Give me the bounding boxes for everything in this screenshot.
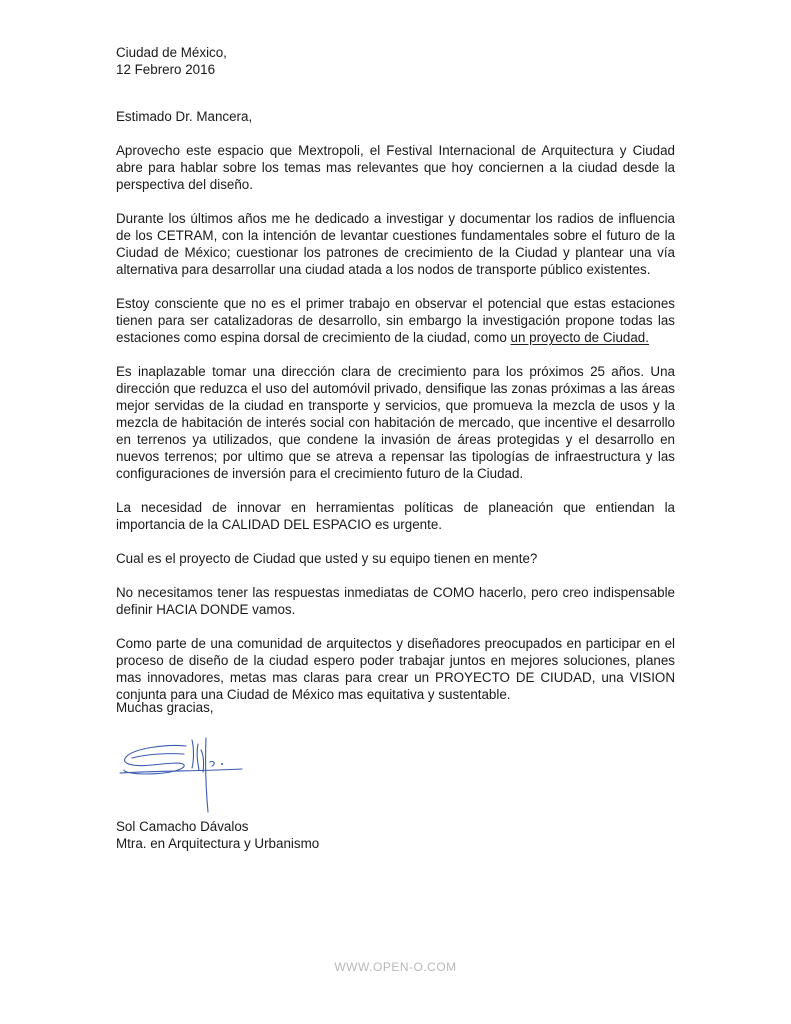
signer-block [116, 818, 319, 852]
paragraph-5: La necesidad de innovar en herramientas políticas de planeación que entiendan la importancia de la CALIDAD DEL ESPACIO es urgente. [116, 500, 675, 532]
letter-closing: Muchas gracias, [116, 700, 214, 715]
paragraph-3-text: Estoy consciente que no es el primer trabajo en observar el potencial que estas estaciones tienen para ser catalizadoras de desarrollo, sin embargo la investigación propone todas las estaciones como espina dorsal de crecimiento de la ciudad, como [116, 296, 675, 345]
handwritten-signature [112, 734, 246, 818]
letter-date: 12 Febrero 2016 [116, 62, 216, 77]
paragraph-7: No necesitamos tener las respuestas inmediatas de COMO hacerlo, pero creo indispensable definir HACIA DONDE vamos. [116, 585, 675, 617]
footer-website: WWW.OPEN-O.COM [334, 960, 457, 974]
paragraph-3 [116, 295, 675, 346]
paragraph-6: Cual es el proyecto de Ciudad que usted y su equipo tienen en mente? [116, 551, 538, 566]
paragraph-1: Aprovecho este espacio que Mextropoli, el Festival Internacional de Arquitectura y Ciudad abre para hablar sobre los temas mas relevantes que hoy conciernen a la ciudad desde la perspectiva del diseño. [116, 143, 675, 192]
paragraph-2: Durante los últimos años me he dedicado a investigar y documentar los radios de influencia de los CETRAM, con la intención de levantar cuestiones fundamentales sobre el futuro de la Ciudad de México; cuestionar los patrones de crecimiento de la Ciudad y plantear una vía alternativa para desarrollar una ciudad atada a los nodos de transporte público existentes. [116, 211, 675, 277]
paragraph-8: Como parte de una comunidad de arquitectos y diseñadores preocupados en participar en el proceso de diseño de la ciudad espero poder trabajar juntos en mejores soluciones, planes mas innovadores, metas mas claras para crear un PROYECTO DE CIUDAD, una VISION conjunta para una Ciudad de México mas equitativa y sustentable. [116, 636, 675, 702]
signer-title: Mtra. en Arquitectura y Urbanismo [116, 836, 320, 851]
signer-name: Sol Camacho Dávalos [116, 819, 249, 834]
paragraph-3-underlined-phrase: un proyecto de Ciudad. [510, 330, 649, 345]
letter-place: Ciudad de México, [116, 45, 227, 60]
paragraph-4: Es inaplazable tomar una dirección clara de crecimiento para los próximos 25 años. Una dirección que reduzca el uso del automóvil privado, densifique las zonas próximas a las áreas mejor servidas de la ciudad en transporte y servicios, que promueva la mezcla de usos y la mezcla de habitación de interés social con habitación de mercado, que incentive el desarrollo en terrenos ya utilizados, que condene la invasión de áreas protegidas y el desarrollo en nuevos terrenos; por ultimo que se atreva a repensar las tipologías de infraestructura y las configuraciones de inversión para el crecimiento futuro de la Ciudad. [116, 364, 675, 481]
letter-body [116, 44, 675, 703]
letter-greeting: Estimado Dr. Mancera, [116, 109, 253, 124]
